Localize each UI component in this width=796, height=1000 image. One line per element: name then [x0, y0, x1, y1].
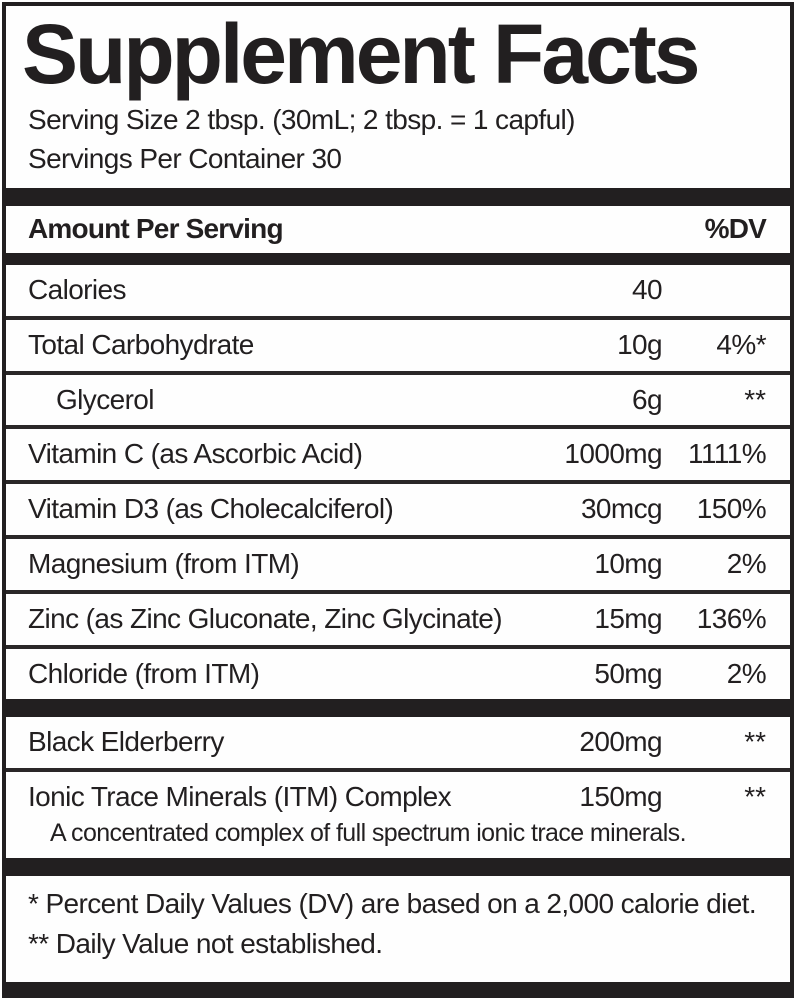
column-header-amount-per-serving: Amount Per Serving [28, 213, 283, 245]
nutrient-row-total-carbohydrate [6, 320, 790, 371]
footnote-daily-values: * Percent Daily Values (DV) are based on a 2,000 calorie diet. [28, 888, 757, 920]
nutrient-dv: ** [744, 726, 766, 758]
nutrient-name: Chloride (from ITM) [28, 657, 260, 689]
nutrient-name: Black Elderberry [28, 726, 224, 758]
serving-size-text: Serving Size 2 tbsp. (30mL; 2 tbsp. = 1 capful) [28, 104, 575, 136]
column-header-row [6, 206, 790, 253]
nutrient-row-zinc [6, 594, 790, 645]
nutrient-row-chloride [6, 649, 790, 700]
nutrient-dv: ** [744, 383, 766, 415]
itm-complex-description: A concentrated complex of full spectrum ionic trace minerals. [50, 819, 686, 848]
nutrient-amount: 15mg [594, 602, 662, 634]
nutrient-amount: 50mg [594, 657, 662, 689]
medium-divider-header [6, 253, 790, 265]
panel-title: Supplement Facts [22, 7, 698, 101]
column-header-dv: %DV [704, 213, 766, 245]
thick-divider-bottom [6, 858, 790, 876]
nutrient-amount: 40 [632, 274, 662, 306]
nutrient-dv: 150% [696, 493, 766, 525]
nutrient-name: Vitamin C (as Ascorbic Acid) [28, 438, 363, 470]
supplement-facts-panel [2, 2, 794, 998]
nutrient-dv: 1111% [688, 438, 766, 470]
nutrient-row-black-elderberry [6, 717, 790, 768]
nutrient-row-itm-complex [6, 772, 790, 823]
nutrient-dv: 136% [696, 602, 766, 634]
footnotes [6, 876, 790, 964]
nutrient-row-vitamin-c [6, 429, 790, 480]
nutrient-row-vitamin-d3 [6, 484, 790, 535]
nutrient-amount: 30mcg [580, 493, 662, 525]
nutrient-dv: 2% [726, 657, 766, 689]
nutrient-row-calories [6, 265, 790, 316]
thick-divider-middle [6, 699, 790, 717]
nutrient-row-magnesium [6, 539, 790, 590]
nutrient-name: Ionic Trace Minerals (ITM) Complex [28, 781, 452, 813]
nutrient-name: Glycerol [56, 383, 154, 415]
nutrient-dv: ** [744, 781, 766, 813]
nutrient-name: Calories [28, 274, 126, 306]
serving-info [6, 101, 790, 178]
nutrient-amount: 10g [617, 328, 662, 360]
nutrient-amount: 1000mg [564, 438, 662, 470]
nutrient-name: Total Carbohydrate [28, 328, 254, 360]
servings-per-container-text: Servings Per Container 30 [28, 142, 342, 174]
nutrient-amount: 10mg [594, 548, 662, 580]
nutrient-name: Zinc (as Zinc Gluconate, Zinc Glycinate) [28, 602, 502, 634]
nutrient-amount: 200mg [579, 726, 662, 758]
nutrient-row-glycerol [6, 375, 790, 426]
footnote-dv-not-established: ** Daily Value not established. [28, 927, 383, 959]
nutrient-amount: 150mg [579, 781, 662, 813]
nutrient-dv: 4%* [716, 328, 766, 360]
nutrient-dv: 2% [726, 548, 766, 580]
thick-divider-top [6, 188, 790, 206]
thick-divider-base [6, 982, 790, 994]
nutrient-amount: 6g [632, 383, 662, 415]
nutrient-name: Vitamin D3 (as Cholecalciferol) [28, 493, 394, 525]
nutrient-name: Magnesium (from ITM) [28, 548, 300, 580]
